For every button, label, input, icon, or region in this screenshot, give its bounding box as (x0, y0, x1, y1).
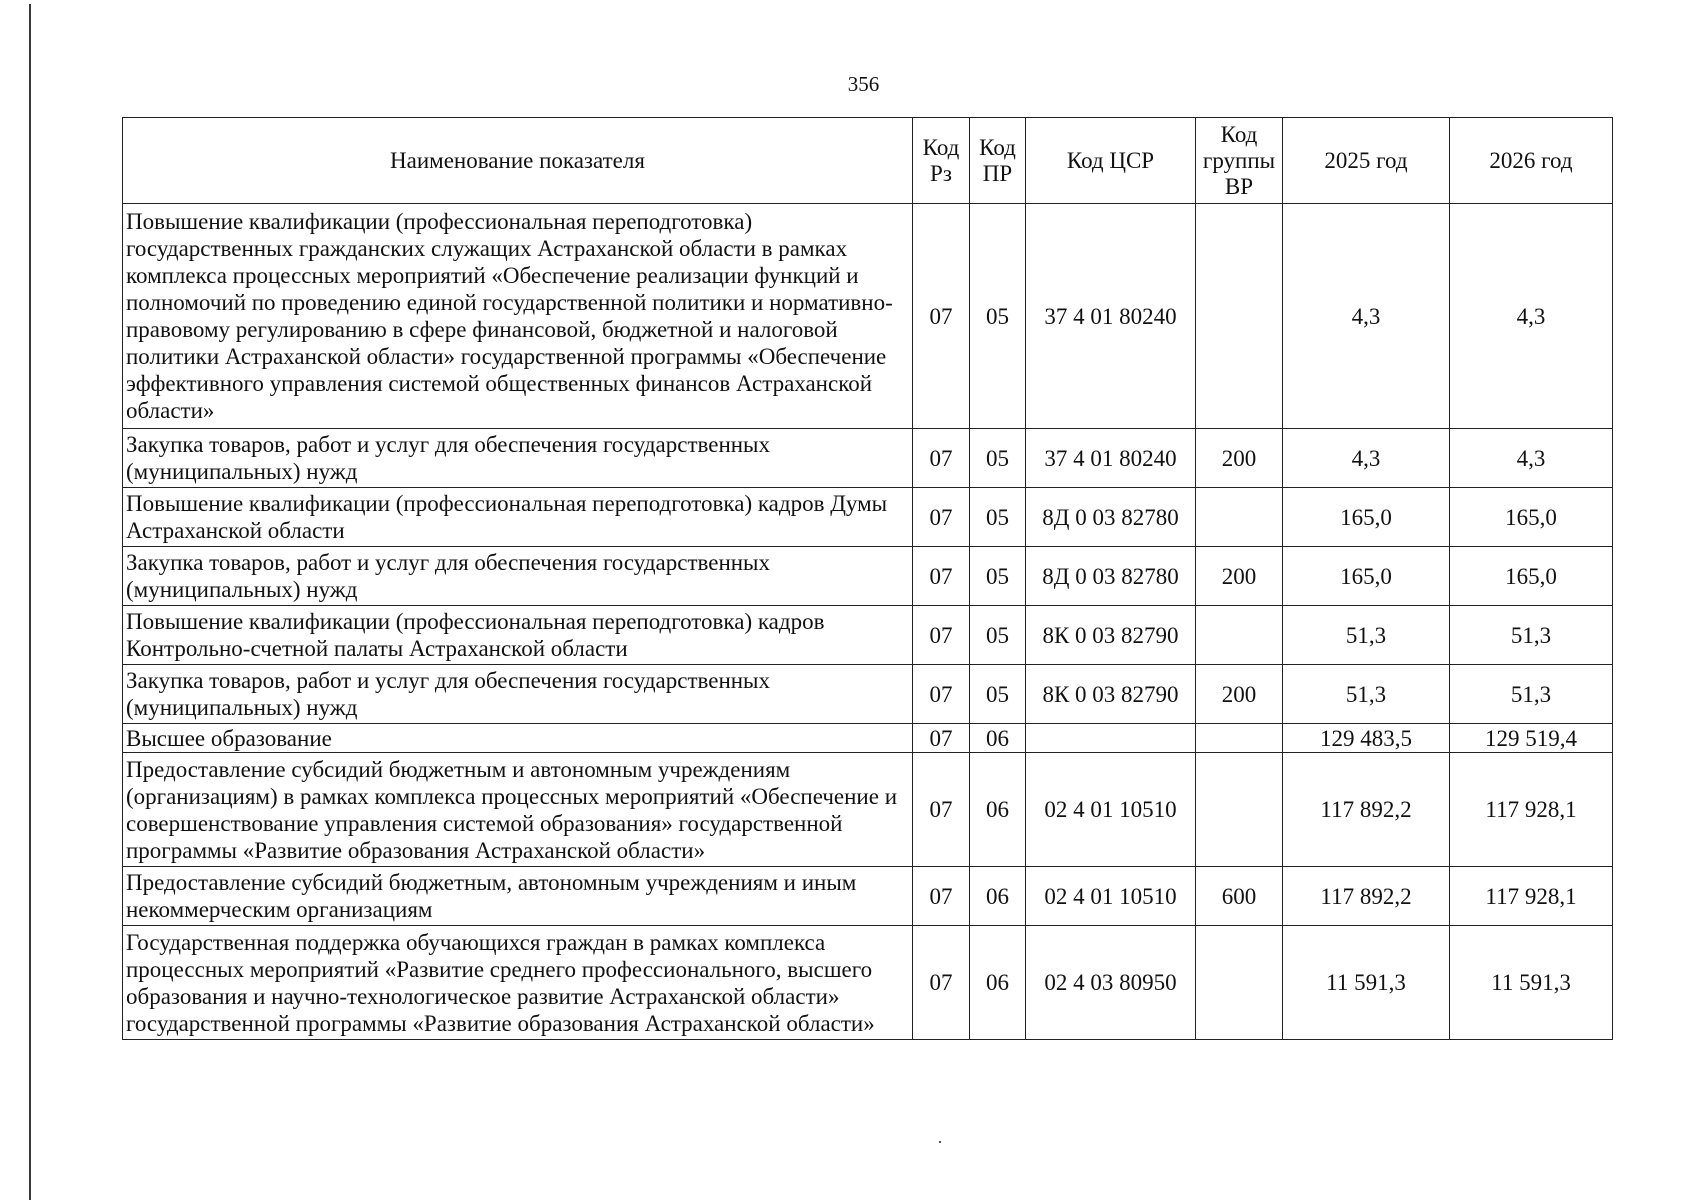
cell-2025: 165,0 (1283, 547, 1450, 606)
table-row (123, 429, 1613, 488)
cell-csr: 8К 0 03 82790 (1026, 665, 1196, 724)
table-row (123, 753, 1613, 867)
cell-vr (1196, 753, 1283, 867)
cell-rz: 07 (913, 867, 970, 926)
cell-rz: 07 (913, 488, 970, 547)
cell-2026: 4,3 (1450, 204, 1613, 429)
cell-2025: 165,0 (1283, 488, 1450, 547)
header-2026: 2026 год (1450, 118, 1613, 204)
cell-vr (1196, 606, 1283, 665)
cell-csr: 37 4 01 80240 (1026, 204, 1196, 429)
header-csr: Код ЦСР (1026, 118, 1196, 204)
table-header-row (123, 118, 1613, 204)
cell-name: Повышение квалификации (профессиональная переподготовка) государственных гражданских служащих Астраханской области в рамках комплекса процессных мероприятий «Обеспечение реализации функций и полномочий по проведению единой государственной политики и нормативно-правовому регулированию в сфере финансовой, бюджетной и налоговой политики Астраханской области» государственной программы «Обеспечение эффективного управления системой общественных финансов Астраханской области» (123, 204, 913, 429)
header-vr: Код группы ВР (1196, 118, 1283, 204)
table-row (123, 724, 1613, 753)
cell-pr: 05 (970, 488, 1026, 547)
cell-name: Повышение квалификации (профессиональная переподготовка) кадров Контрольно-счетной палаты Астраханской области (123, 606, 913, 665)
header-name: Наименование показателя (123, 118, 913, 204)
scan-speck (939, 1141, 941, 1143)
cell-name: Предоставление субсидий бюджетным, автономным учреждениям и иным некоммерческим организациям (123, 867, 913, 926)
cell-rz: 07 (913, 724, 970, 753)
cell-rz: 07 (913, 753, 970, 867)
cell-pr: 06 (970, 867, 1026, 926)
cell-name: Повышение квалификации (профессиональная переподготовка) кадров Думы Астраханской области (123, 488, 913, 547)
table-row (123, 867, 1613, 926)
cell-name: Государственная поддержка обучающихся граждан в рамках комплекса процессных мероприятий «Развитие среднего профессионального, высшего образования и научно-технологическое развитие Астраханской области» государственной программы «Развитие образования Астраханской области» (123, 926, 913, 1040)
cell-name: Закупка товаров, работ и услуг для обеспечения государственных (муниципальных) нужд (123, 547, 913, 606)
cell-rz: 07 (913, 547, 970, 606)
cell-rz: 07 (913, 429, 970, 488)
table-row (123, 926, 1613, 1040)
header-pr: Код ПР (970, 118, 1026, 204)
cell-pr: 06 (970, 753, 1026, 867)
page-number: 356 (847, 72, 880, 96)
cell-2026: 165,0 (1450, 488, 1613, 547)
cell-2026: 11 591,3 (1450, 926, 1613, 1040)
cell-2026: 51,3 (1450, 606, 1613, 665)
cell-csr: 37 4 01 80240 (1026, 429, 1196, 488)
cell-2026: 4,3 (1450, 429, 1613, 488)
cell-2025: 4,3 (1283, 429, 1450, 488)
table-row (123, 606, 1613, 665)
cell-csr: 02 4 01 10510 (1026, 753, 1196, 867)
cell-vr: 200 (1196, 429, 1283, 488)
cell-csr: 8Д 0 03 82780 (1026, 488, 1196, 547)
cell-vr: 200 (1196, 665, 1283, 724)
cell-2026: 51,3 (1450, 665, 1613, 724)
cell-csr: 8К 0 03 82790 (1026, 606, 1196, 665)
cell-2025: 51,3 (1283, 606, 1450, 665)
cell-pr: 06 (970, 724, 1026, 753)
cell-2025: 4,3 (1283, 204, 1450, 429)
cell-2026: 129 519,4 (1450, 724, 1613, 753)
cell-2026: 117 928,1 (1450, 867, 1613, 926)
table-row (123, 488, 1613, 547)
cell-2026: 165,0 (1450, 547, 1613, 606)
cell-2025: 129 483,5 (1283, 724, 1450, 753)
cell-pr: 05 (970, 665, 1026, 724)
cell-csr: 02 4 03 80950 (1026, 926, 1196, 1040)
budget-table (122, 117, 1613, 1040)
cell-pr: 06 (970, 926, 1026, 1040)
cell-vr (1196, 724, 1283, 753)
cell-pr: 05 (970, 547, 1026, 606)
header-2025: 2025 год (1283, 118, 1450, 204)
cell-csr: 02 4 01 10510 (1026, 867, 1196, 926)
cell-rz: 07 (913, 204, 970, 429)
cell-name: Закупка товаров, работ и услуг для обеспечения государственных (муниципальных) нужд (123, 665, 913, 724)
table-row (123, 547, 1613, 606)
table-row (123, 665, 1613, 724)
cell-rz: 07 (913, 606, 970, 665)
table-row (123, 204, 1613, 429)
cell-vr (1196, 204, 1283, 429)
cell-2026: 117 928,1 (1450, 753, 1613, 867)
cell-name: Высшее образование (123, 724, 913, 753)
cell-vr (1196, 926, 1283, 1040)
cell-vr (1196, 488, 1283, 547)
cell-2025: 51,3 (1283, 665, 1450, 724)
cell-name: Предоставление субсидий бюджетным и автономным учреждениям (организациям) в рамках комплекса процессных мероприятий «Обеспечение и совершенствование управления системой образования» государственной программы «Развитие образования Астраханской области» (123, 753, 913, 867)
cell-pr: 05 (970, 204, 1026, 429)
cell-csr: 8Д 0 03 82780 (1026, 547, 1196, 606)
cell-csr (1026, 724, 1196, 753)
header-rz: Код Рз (913, 118, 970, 204)
cell-2025: 117 892,2 (1283, 753, 1450, 867)
cell-vr: 600 (1196, 867, 1283, 926)
cell-rz: 07 (913, 926, 970, 1040)
binding-margin-line (29, 4, 31, 1200)
cell-2025: 11 591,3 (1283, 926, 1450, 1040)
cell-2025: 117 892,2 (1283, 867, 1450, 926)
cell-pr: 05 (970, 606, 1026, 665)
cell-rz: 07 (913, 665, 970, 724)
cell-pr: 05 (970, 429, 1026, 488)
cell-vr: 200 (1196, 547, 1283, 606)
cell-name: Закупка товаров, работ и услуг для обеспечения государственных (муниципальных) нужд (123, 429, 913, 488)
